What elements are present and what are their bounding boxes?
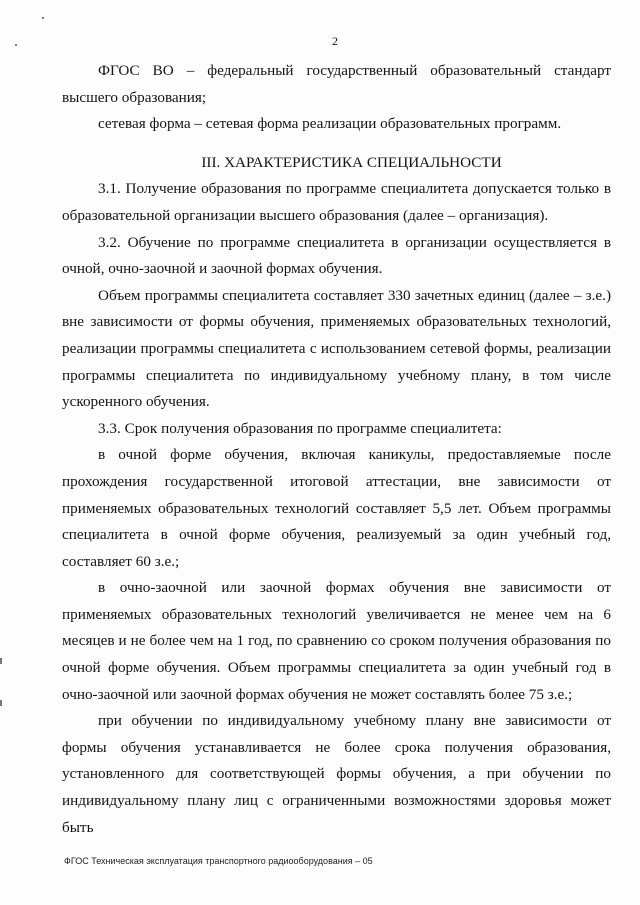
paragraph-3-1: 3.1. Получение образования по программе специалитета допускается только в образовательной организации высшего образования (далее – организация). bbox=[62, 180, 611, 224]
document-body bbox=[62, 58, 611, 841]
document-footer: ФГОС Техническая эксплуатация транспортного радиооборудования – 05 bbox=[64, 856, 373, 866]
paragraph-full-time: в очной форме обучения, включая каникулы, предоставляемые после прохождения государственной итоговой аттестации, вне зависимости от применяемых образовательных технологий составляет 5,5 лет. Объем программы специалитета в очной форме обучения, реализуемый за один учебный год, составляет 60 з.е.; bbox=[62, 446, 611, 570]
paragraph-individual-plan: при обучении по индивидуальному учебному плану вне зависимости от формы обучения устанавливается не более срока получения образования, установленного для соответствующей формы обучения, а при обучении по индивидуальному плану лиц с ограниченными возможностями здоровья может быть bbox=[62, 712, 611, 836]
paragraph-part-time: в очно-заочной или заочной формах обучения вне зависимости от применяемых образовательных технологий увеличивается не менее чем на 6 месяцев и не более чем на 1 год, по сравнению со сроком получения образования по очной форме обучения. Объем программы специалитета за один учебный год в очно-заочной или заочной формах обучения не может составлять более 75 з.е.; bbox=[62, 579, 611, 703]
page-number: 2 bbox=[332, 34, 338, 48]
scan-artifact bbox=[0, 700, 2, 706]
scan-artifact bbox=[0, 658, 2, 664]
section-title: III. ХАРАКТЕРИСТИКА СПЕЦИАЛЬНОСТИ bbox=[201, 153, 502, 171]
definition-fgos: ФГОС ВО – федеральный государственный образовательный стандарт высшего образования; bbox=[62, 62, 611, 106]
paragraph-volume: Объем программы специалитета составляет 330 зачетных единиц (далее – з.е.) вне зависимости от формы обучения, применяемых образовательных технологий, реализации программы специалитета с использованием сетевой формы, реализации программы специалитета по индивидуальному учебному плану, в том числе ускоренного обучения. bbox=[62, 286, 611, 411]
paragraph-3-3: 3.3. Срок получения образования по программе специалитета: bbox=[98, 419, 502, 437]
paragraph-3-2: 3.2. Обучение по программе специалитета в организации осуществляется в очной, очно-заочной и заочной формах обучения. bbox=[62, 233, 611, 278]
scan-artifact bbox=[42, 17, 44, 19]
definition-network-form: сетевая форма – сетевая форма реализации образовательных программ. bbox=[98, 115, 562, 133]
